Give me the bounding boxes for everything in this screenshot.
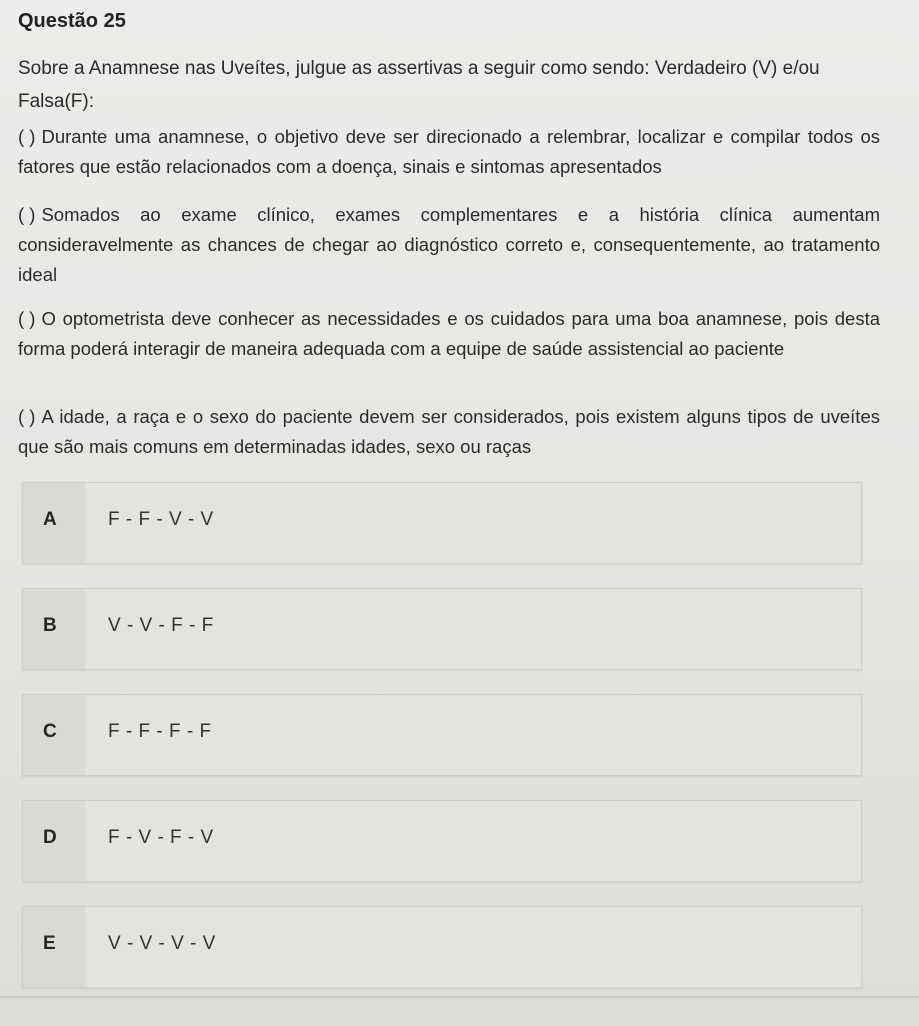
option-b[interactable] [22,588,862,670]
option-a[interactable] [22,482,862,564]
statement-text: Durante uma anamnese, o objetivo deve ser direcionado a relembrar, localizar e compilar todos os fatores que estão relacionados com a doença, sinais e sintomas apresentados [18,126,880,177]
option-answer: F - F - F - F [108,721,212,742]
option-letter: A [43,509,57,530]
option-answer: V - V - V - V [108,933,216,954]
statement-blank: ( ) [18,126,36,147]
question-intro: Sobre a Anamnese nas Uveítes, julgue as assertivas a seguir como sendo: Verdadeiro (V) e/ou Falsa(F): [18,58,820,112]
option-c[interactable] [22,694,862,776]
statement-blank: ( ) [18,308,36,329]
option-answer: F - V - F - V [108,827,214,848]
statement-text: A idade, a raça e o sexo do paciente devem ser considerados, pois existem alguns tipos de uveítes que são mais comuns em determinadas idades, sexo ou raças [18,406,880,457]
option-letter: E [43,933,56,954]
answer-options [22,482,862,1012]
statement-text: Somados ao exame clínico, exames complementares e a história clínica aumentam consideravelmente as chances de chegar ao diagnóstico correto e, consequentemente, ao tratamento ideal [18,204,880,285]
option-letter: D [43,827,57,848]
option-answer: F - F - V - V [108,509,214,530]
statement-3 [18,304,880,364]
question-title: Questão 25 [18,10,126,32]
statement-1 [18,122,880,182]
statement-text: O optometrista deve conhecer as necessidades e os cuidados para uma boa anamnese, pois desta forma poderá interagir de maneira adequada com a equipe de saúde assistencial ao paciente [18,308,880,359]
bottom-divider [0,996,919,998]
option-letter: C [43,721,57,742]
option-letter: B [43,615,57,636]
option-answer: V - V - F - F [108,615,214,636]
option-e[interactable] [22,906,862,988]
option-d[interactable] [22,800,862,882]
statement-blank: ( ) [18,406,36,427]
statement-blank: ( ) [18,204,36,225]
statement-2 [18,200,880,290]
statement-4 [18,402,880,462]
